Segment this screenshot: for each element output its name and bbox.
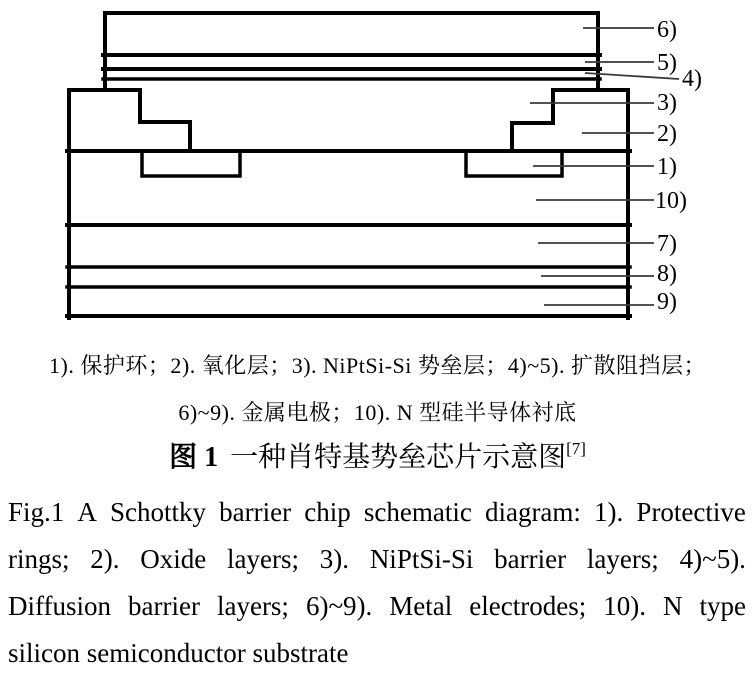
layer-label-10: 10) [655,188,687,214]
caption-en-line3: Diffusion barrier layers; 6)~9). Metal electrodes; 10). N type [8,591,746,621]
layer-label-8: 8) [657,261,677,287]
layer-label-4: 4) [682,66,702,92]
right-step-outline [512,90,628,318]
figure-title-number: 图 1 [169,442,219,473]
caption-cn-line1: 1). 保护环；2). 氧化层；3). NiPtSi-Si 势垒层；4)~5). 扩散阻挡层； [49,353,706,378]
figure-title-text: 一种肖特基势垒芯片示意图 [230,442,567,473]
layer-number-labels [655,17,702,315]
caption-en-line4: silicon semiconductor substrate [8,638,349,668]
caption-en-line2: rings; 2). Oxide layers; 3). NiPtSi-Si barrier layers; 4)~5). [8,544,746,574]
left-step-outline [69,90,190,318]
figure-title-cn [0,440,755,476]
left-guard-ring [142,151,240,176]
layer-label-3: 3) [657,90,677,116]
layer-label-7: 7) [657,231,677,257]
layer-label-5: 5) [657,50,677,76]
caption-cn-line2: 6)~9). 金属电极；10). N 型硅半导体衬底 [178,400,577,425]
layer-label-1: 1) [657,154,677,180]
right-guard-ring [466,151,562,176]
caption-en-line1: Fig.1 A Schottky barrier chip schematic diagram: 1). Protective [8,497,746,527]
layer-label-6: 6) [657,17,677,43]
layer-label-2: 2) [657,121,677,147]
layer-label-9: 9) [657,289,677,315]
caption-en [0,489,755,677]
figure-title-reference-superscript: [7] [566,438,586,458]
